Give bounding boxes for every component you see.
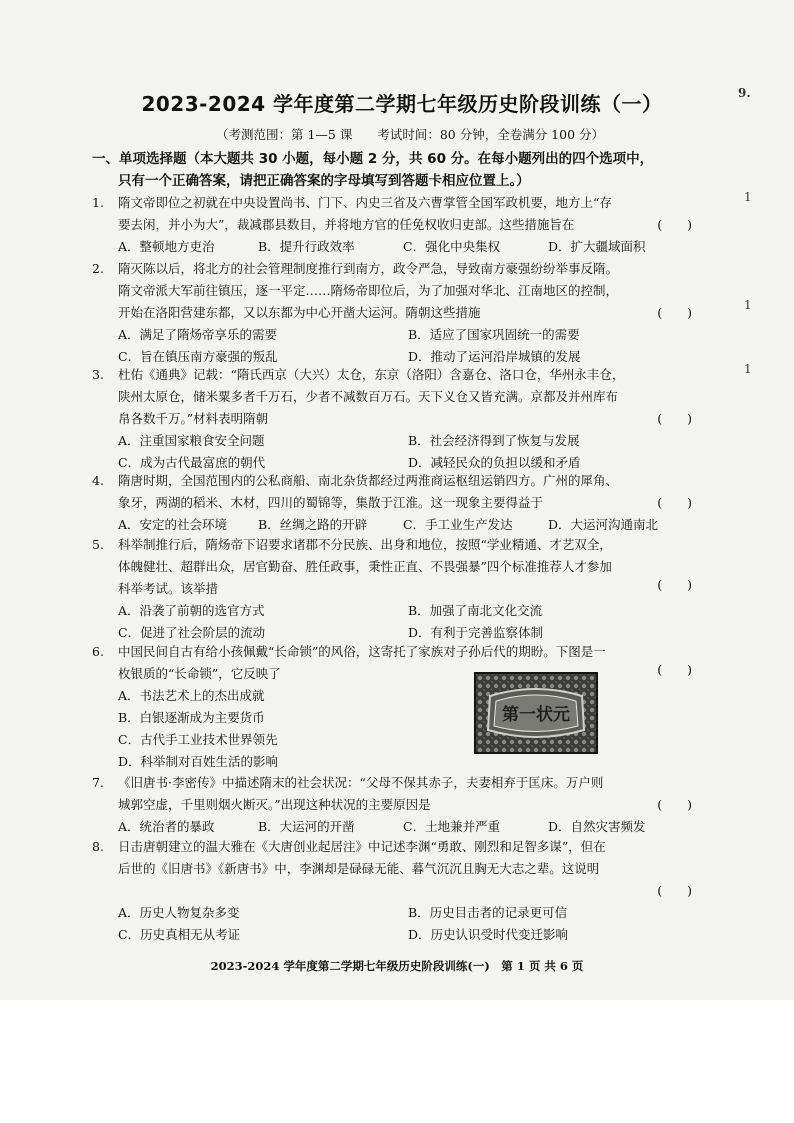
options	[118, 902, 692, 946]
question-text-line: 《旧唐书·李密传》中描述隋末的社会状况：“父母不保其赤子，夫妻相弃于匡床。万户则	[118, 775, 604, 790]
option-a: A．统治者的暴政	[118, 819, 215, 834]
option-a: A．满足了隋炀帝享乐的需要	[118, 327, 278, 342]
option-b: B．提升行政效率	[258, 239, 355, 254]
margin-mark: 1	[744, 298, 752, 312]
question-4	[92, 470, 692, 536]
question-text-line: 中国民间自古有给小孩佩戴“长命锁”的风俗，这寄托了家族对子孙后代的期盼。下图是一	[118, 644, 606, 659]
question-number: 2.	[92, 261, 104, 276]
option-b: B．丝绸之路的开辟	[258, 517, 368, 532]
question-number: 4.	[92, 473, 104, 488]
options	[118, 236, 692, 258]
option-a: A．书法艺术上的杰出成就	[118, 688, 265, 703]
option-a: A．历史人物复杂多变	[118, 905, 240, 920]
question-8	[92, 836, 692, 946]
option-c: C．促进了社会阶层的流动	[118, 625, 266, 640]
question-text-line: 后世的《旧唐书》《新唐书》中，李渊却是碌碌无能、暮气沉沉且胸无大志之辈。这说明	[118, 861, 600, 876]
answer-blank: ( )	[657, 662, 692, 677]
question-text-line: 城郭空虚，千里则烟火断灭。”出现这种状况的主要原因是	[118, 797, 431, 812]
answer-blank: ( )	[657, 797, 692, 812]
option-d: D．推动了运河沿岸城镇的发展	[408, 349, 581, 364]
option-d: D．大运河沟通南北	[548, 517, 659, 532]
option-c: C．土地兼并严重	[403, 819, 501, 834]
section-header-line-1: 一、单项选择题（本大题共 30 小题，每小题 2 分，共 60 分。在每小题列出的四个选项中，	[92, 151, 654, 167]
option-d: D．扩大疆域面积	[548, 239, 646, 254]
margin-mark-top: 9.	[738, 86, 751, 100]
option-b: B．白银逐渐成为主要货币	[118, 710, 265, 725]
option-a: A．安定的社会环境	[118, 517, 228, 532]
question-1	[92, 192, 692, 258]
question-number: 3.	[92, 367, 104, 382]
option-c: C．古代手工业技术世界领先	[118, 732, 278, 747]
option-d: D．自然灾害频发	[548, 819, 646, 834]
margin-mark: 1	[744, 190, 752, 204]
question-text-line: 杜佑《通典》记载：“隋氏西京（大兴）太仓，东京（洛阳）含嘉仓、洛口仓，华州永丰仓，	[118, 367, 625, 382]
question-text-line: 陕州太原仓，储米粟多者千万石，少者不减数百万石。天下义仓又皆充满。京都及并州库布	[118, 389, 619, 404]
question-7	[92, 772, 692, 838]
question-text-line: 隋灭陈以后，将北方的社会管理制度推行到南方，政令严急，导致南方豪强纷纷举事反隋。	[118, 261, 619, 276]
question-number: 7.	[92, 775, 104, 790]
answer-blank: ( )	[657, 217, 692, 232]
question-number: 5.	[92, 537, 104, 552]
page-title: 2023-2024 学年度第二学期七年级历史阶段训练（一）	[141, 92, 663, 116]
section-header-line-2: 只有一个正确答案，请把正确答案的字母填写到答题卡相应位置上。）	[118, 173, 530, 189]
question-text-line: 象牙，两湖的稻米、木材，四川的蜀锦等，集散于江淮。这一现象主要得益于	[118, 495, 544, 510]
question-text-line: 枚银质的“长命锁”，它反映了	[118, 666, 281, 681]
question-3	[92, 364, 692, 474]
option-b: B．历史目击者的记录更可信	[408, 905, 568, 920]
answer-blank: ( )	[657, 411, 692, 426]
question-number: 6.	[92, 644, 104, 659]
question-text-line: 隋唐时期，全国范围内的公私商船、南北杂货都经过两淮商运枢纽运销四方。广州的犀角、	[118, 473, 619, 488]
question-text-line: 要去闲，并小为大”，裁减郡县数目，并将地方官的任免权收归吏部。这些措施旨在	[118, 217, 575, 232]
option-a: A．沿袭了前朝的选官方式	[118, 603, 265, 618]
option-c: C．手工业生产发达	[403, 517, 513, 532]
question-text-line: 体魄健壮、超群出众，居官勤奋、胜任政事，秉性正直、不畏强暴”四个标准推荐人才参加	[118, 559, 612, 574]
lock-inscription: 第一状元	[502, 705, 570, 725]
options	[118, 816, 692, 838]
options	[118, 685, 692, 773]
question-6	[92, 641, 692, 773]
option-b: B．社会经济得到了恢复与发展	[408, 433, 580, 448]
options	[118, 600, 692, 644]
option-b: B．大运河的开凿	[258, 819, 355, 834]
option-d: D．减轻民众的负担以缓和矛盾	[408, 455, 581, 470]
exam-scope-info: （考测范围：第 1—5 课 考试时间：80 分钟，全卷满分 100 分）	[215, 127, 605, 142]
option-b: B．适应了国家巩固统一的需要	[408, 327, 580, 342]
page-footer: 2023-2024 学年度第二学期七年级历史阶段训练(一) 第 1 页 共 6 页	[210, 959, 584, 973]
answer-blank: ( )	[657, 495, 692, 510]
option-d: D．科举制对百姓生活的影响	[118, 754, 279, 769]
question-text-line: 帛各数千万。”材料表明隋朝	[118, 411, 269, 426]
section-header	[92, 148, 692, 192]
margin-mark: 1	[744, 362, 752, 376]
question-text-line: 日击唐朝建立的温大雅在《大唐创业起居注》中记述李渊“勇敢、刚烈和足智多谋”，但在	[118, 839, 606, 854]
option-c: C．旨在镇压南方豪强的叛乱	[118, 349, 278, 364]
question-text-line: 隋文帝派大军前往镇压，逐一平定……隋炀帝即位后，为了加强对华北、江南地区的控制，	[118, 283, 619, 298]
options	[118, 324, 692, 368]
option-d: D．历史认识受时代变迁影响	[408, 927, 569, 942]
question-text-line: 科举制推行后，隋炀帝下诏要求诸郡不分民族、出身和地位，按照“学业精通、才艺双全，	[118, 537, 612, 552]
question-text-line: 科举考试。该举措	[118, 581, 219, 596]
question-text-line: 开始在洛阳营建东都，又以东都为中心开凿大运河。隋朝这些措施	[118, 305, 481, 320]
longevity-lock-icon	[476, 674, 596, 752]
option-a: A．注重国家粮食安全问题	[118, 433, 265, 448]
answer-blank: ( )	[657, 883, 692, 898]
question-number: 8.	[92, 839, 104, 854]
longevity-lock-image	[474, 672, 598, 754]
option-c: C．成为古代最富庶的朝代	[118, 455, 266, 470]
option-a: A．整顿地方吏治	[118, 239, 215, 254]
question-2	[92, 258, 692, 368]
question-number: 1.	[92, 195, 104, 210]
answer-blank: ( )	[657, 577, 692, 592]
options	[118, 430, 692, 474]
option-c: C．历史真相无从考证	[118, 927, 241, 942]
option-b: B．加强了南北文化交流	[408, 603, 543, 618]
question-5	[92, 534, 692, 644]
option-c: C．强化中央集权	[403, 239, 501, 254]
options	[118, 514, 692, 536]
option-d: D．有利于完善监察体制	[408, 625, 544, 640]
question-text-line: 隋文帝即位之初就在中央设置尚书、门下、内史三省及六曹掌管全国军政机要，地方上“存	[118, 195, 612, 210]
answer-blank: ( )	[657, 305, 692, 320]
